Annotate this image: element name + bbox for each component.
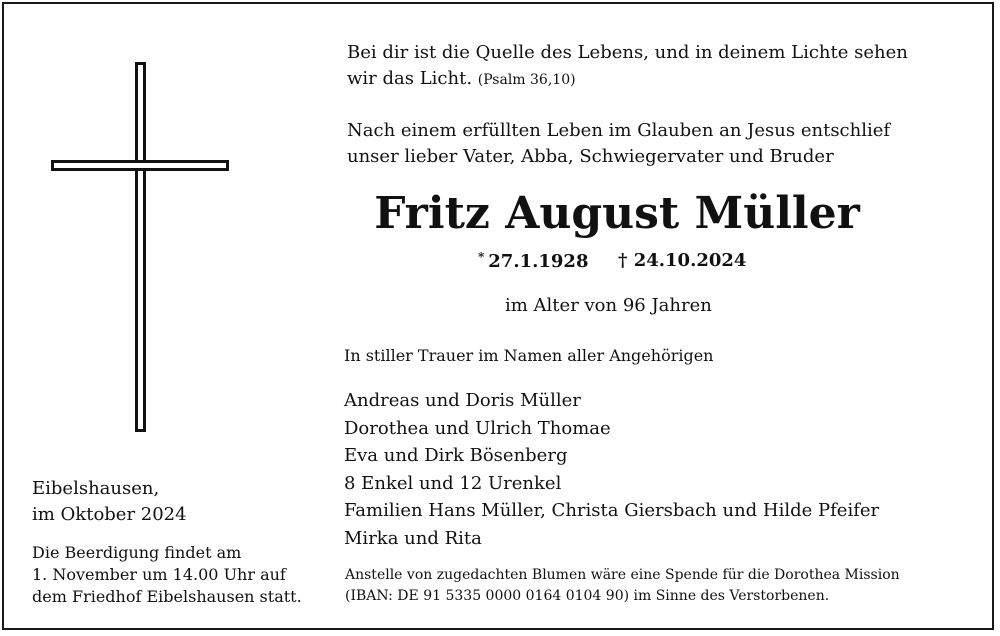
funeral-line-3: dem Friedhof Eibelshausen statt.: [32, 587, 302, 606]
funeral-info: [32, 542, 302, 608]
list-item: Familien Hans Müller, Christa Giersbach und Hilde Pfeifer: [344, 500, 880, 521]
donation-note: [345, 565, 900, 607]
deceased-name-text: Fritz August Müller: [374, 188, 860, 239]
list-item: Andreas und Doris Müller: [344, 390, 581, 411]
donation-line-1: Anstelle von zugedachten Blumen wäre eine Spende für die Dorothea Mission: [345, 567, 900, 583]
donation-line-2: (IBAN: DE 91 5335 0000 0164 0104 90) im Sinne des Verstorbenen.: [345, 588, 830, 604]
list-item: 8 Enkel und 12 Urenkel: [344, 472, 562, 494]
deceased-name: [0, 188, 1000, 239]
verse-line-2: wir das Licht.: [347, 68, 473, 89]
mourning-text: In stiller Trauer im Namen aller Angehörigen: [344, 346, 714, 365]
intro-text: [347, 118, 890, 170]
birth-symbol: *: [478, 250, 485, 264]
birth-date: [478, 250, 589, 272]
place-date: [32, 476, 187, 528]
list-item: Mirka und Rita: [344, 527, 482, 549]
verse-reference: (Psalm 36,10): [477, 72, 576, 88]
place-line-2: im Oktober 2024: [32, 504, 187, 525]
death-date-text: 24.10.2024: [633, 250, 747, 271]
death-symbol: †: [618, 250, 628, 271]
intro-line-2: unser lieber Vater, Abba, Schwiegervater und Bruder: [347, 146, 834, 167]
age-text: im Alter von 96 Jahren: [505, 295, 712, 316]
families-list: [344, 387, 879, 552]
funeral-line-2: 1. November um 14.00 Uhr auf: [32, 565, 286, 584]
list-item: Dorothea und Ulrich Thomae: [344, 417, 611, 439]
death-date: [618, 250, 746, 271]
bible-verse: [347, 40, 908, 93]
funeral-line-1: Die Beerdigung findet am: [32, 543, 242, 562]
intro-line-1: Nach einem erfüllten Leben im Glauben an Jesus entschlief: [347, 120, 891, 141]
verse-line-1: Bei dir ist die Quelle des Lebens, und in deinem Lichte sehen: [347, 42, 908, 63]
birth-date-text: 27.1.1928: [488, 251, 589, 272]
list-item: Eva und Dirk Bösenberg: [344, 445, 568, 466]
place-line-1: Eibelshausen,: [32, 478, 160, 499]
